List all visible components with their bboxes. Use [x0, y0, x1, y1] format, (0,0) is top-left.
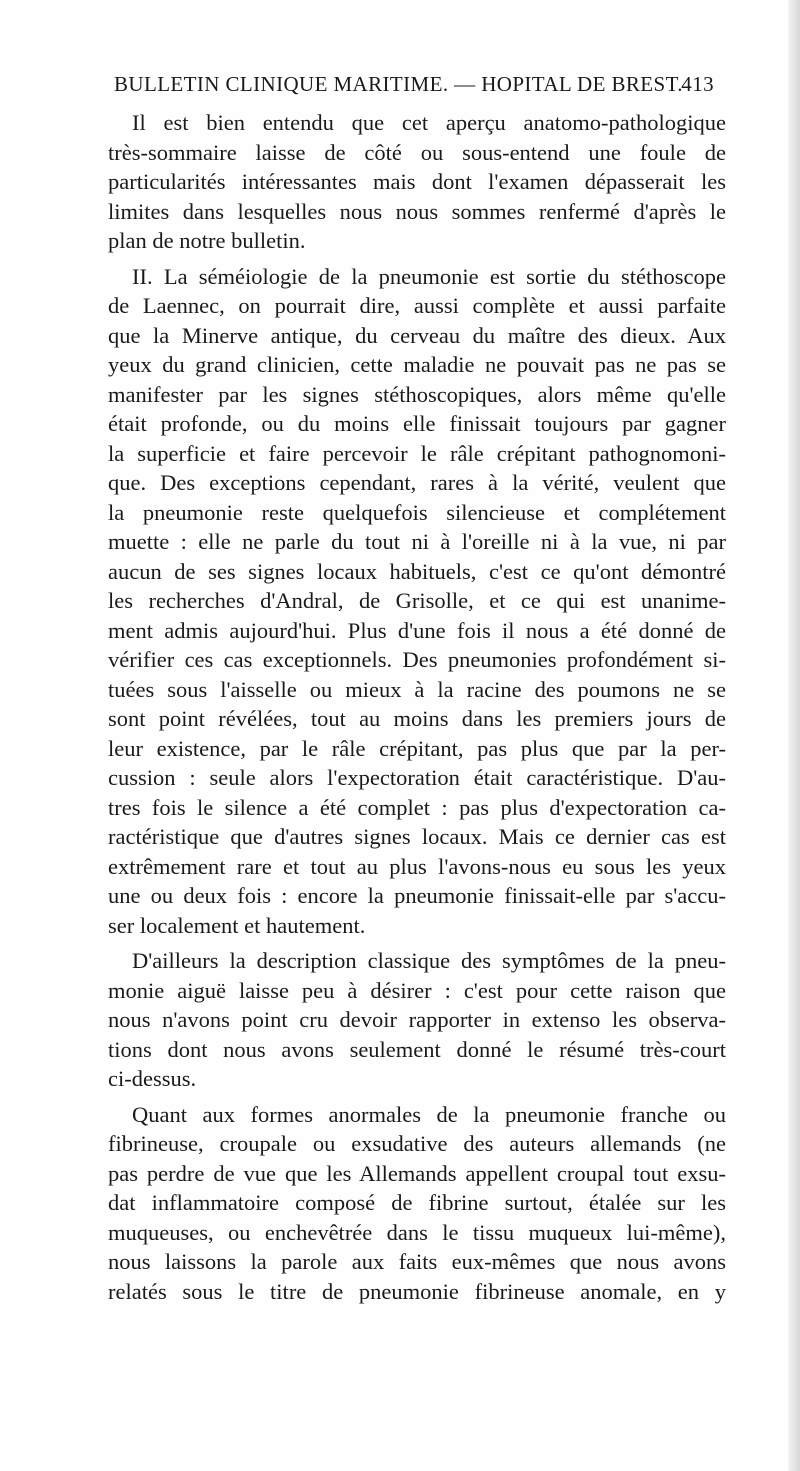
text-line: de Laennec, on pourrait dire, aussi complète et aussi parfaite [108, 293, 726, 318]
text-line: II. La séméiologie de la pneumonie est sortie du stéthoscope [132, 263, 726, 289]
text-line: sont point révélées, tout au moins dans les premiers jours de [108, 706, 726, 731]
text-line: particularités intéressantes mais dont l'examen dépasserait les [108, 169, 726, 194]
text-line: tres fois le silence a été complet : pas plus d'expectoration ca- [108, 794, 726, 820]
text-line: ci-dessus. [108, 1066, 197, 1091]
text-line: tions dont nous avons seulement donné le résumé très-court [108, 1036, 726, 1062]
text-line: leur existence, par le râle crépitant, pas plus que par la per- [108, 735, 726, 761]
text-line: ractéristique que d'autres signes locaux. Mais ce dernier cas est [108, 824, 726, 849]
page-edge-shadow [788, 0, 800, 1471]
text-line: les recherches d'Andral, de Grisolle, et ce qui est unanime- [108, 588, 726, 613]
running-title: BULLETIN CLINIQUE MARITIME. — HOPITAL DE BREST. [114, 72, 683, 96]
text-line: relatés sous le titre de pneumonie fibrineuse anomale, en y [108, 1278, 726, 1304]
paragraph-formes-anormales [108, 1100, 726, 1307]
text-line: la superficie et faire percevoir le râle crépitant pathognomoni- [108, 440, 726, 466]
text-line: extrêmement rare et tout au plus l'avons-nous eu sous les yeux [108, 853, 726, 879]
text-line: monie aiguë laisse peu à désirer : c'est pour cette raison que [108, 977, 726, 1003]
paragraph-anatomo-pathologique [108, 108, 726, 256]
text-line: pas perdre de vue que les Allemands appellent croupal tout exsu- [108, 1160, 726, 1186]
text-line: très-sommaire laisse de côté ou sous-entend une foule de [108, 139, 726, 165]
text-line: Il est bien entendu que cet aperçu anatomo-pathologique [132, 110, 726, 135]
text-line: cussion : seule alors l'expectoration était caractéristique. D'au- [108, 765, 726, 790]
text-line: Quant aux formes anormales de la pneumonie franche ou [132, 1101, 726, 1127]
page-number: 413 [681, 72, 714, 96]
paragraph-semeiologie [108, 262, 726, 941]
text-line: ment admis aujourd'hui. Plus d'une fois il nous a été donné de [108, 617, 726, 643]
text-line: D'ailleurs la description classique des symptômes de la pneu- [132, 948, 726, 973]
text-line: fibrineuse, croupale ou exsudative des auteurs allemands (ne [108, 1131, 726, 1156]
paragraph-description-classique [108, 946, 726, 1094]
text-line: plan de notre bulletin. [108, 228, 306, 253]
text-line: vérifier ces cas exceptionnels. Des pneumonies profondément si- [108, 647, 726, 672]
text-line: dat inflammatoire composé de fibrine surtout, étalée sur les [108, 1190, 726, 1215]
text-line: nous n'avons point cru devoir rapporter in extenso les observa- [108, 1007, 726, 1032]
text-line: une ou deux fois : encore la pneumonie finissait-elle par s'accu- [108, 883, 726, 908]
text-line: manifester par les signes stéthoscopiques, alors même qu'elle [108, 381, 726, 407]
text-line: que. Des exceptions cependant, rares à la vérité, veulent que [108, 470, 726, 495]
text-line: que la Minerve antique, du cerveau du maître des dieux. Aux [108, 322, 726, 348]
text-line: nous laissons la parole aux faits eux-mêmes que nous avons [108, 1249, 726, 1274]
text-line: aucun de ses signes locaux habituels, c'est ce qu'ont démontré [108, 558, 726, 584]
text-line: tuées sous l'aisselle ou mieux à la racine des poumons ne se [108, 676, 726, 702]
text-line: muette : elle ne parle du tout ni à l'oreille ni à la vue, ni par [108, 529, 726, 554]
text-line: était profonde, ou du moins elle finissait toujours par gagner [108, 411, 726, 436]
text-line: ser localement et hautement. [108, 912, 366, 938]
text-line: limites dans lesquelles nous nous sommes renfermé d'après le [108, 198, 726, 224]
text-line: la pneumonie reste quelquefois silencieuse et complétement [108, 499, 726, 525]
running-header [114, 72, 714, 102]
text-line: muqueuses, ou enchevêtrée dans le tissu muqueux lui-même), [108, 1219, 726, 1245]
text-line: yeux du grand clinicien, cette maladie ne pouvait pas ne pas se [108, 352, 726, 377]
body-text [108, 108, 726, 1306]
